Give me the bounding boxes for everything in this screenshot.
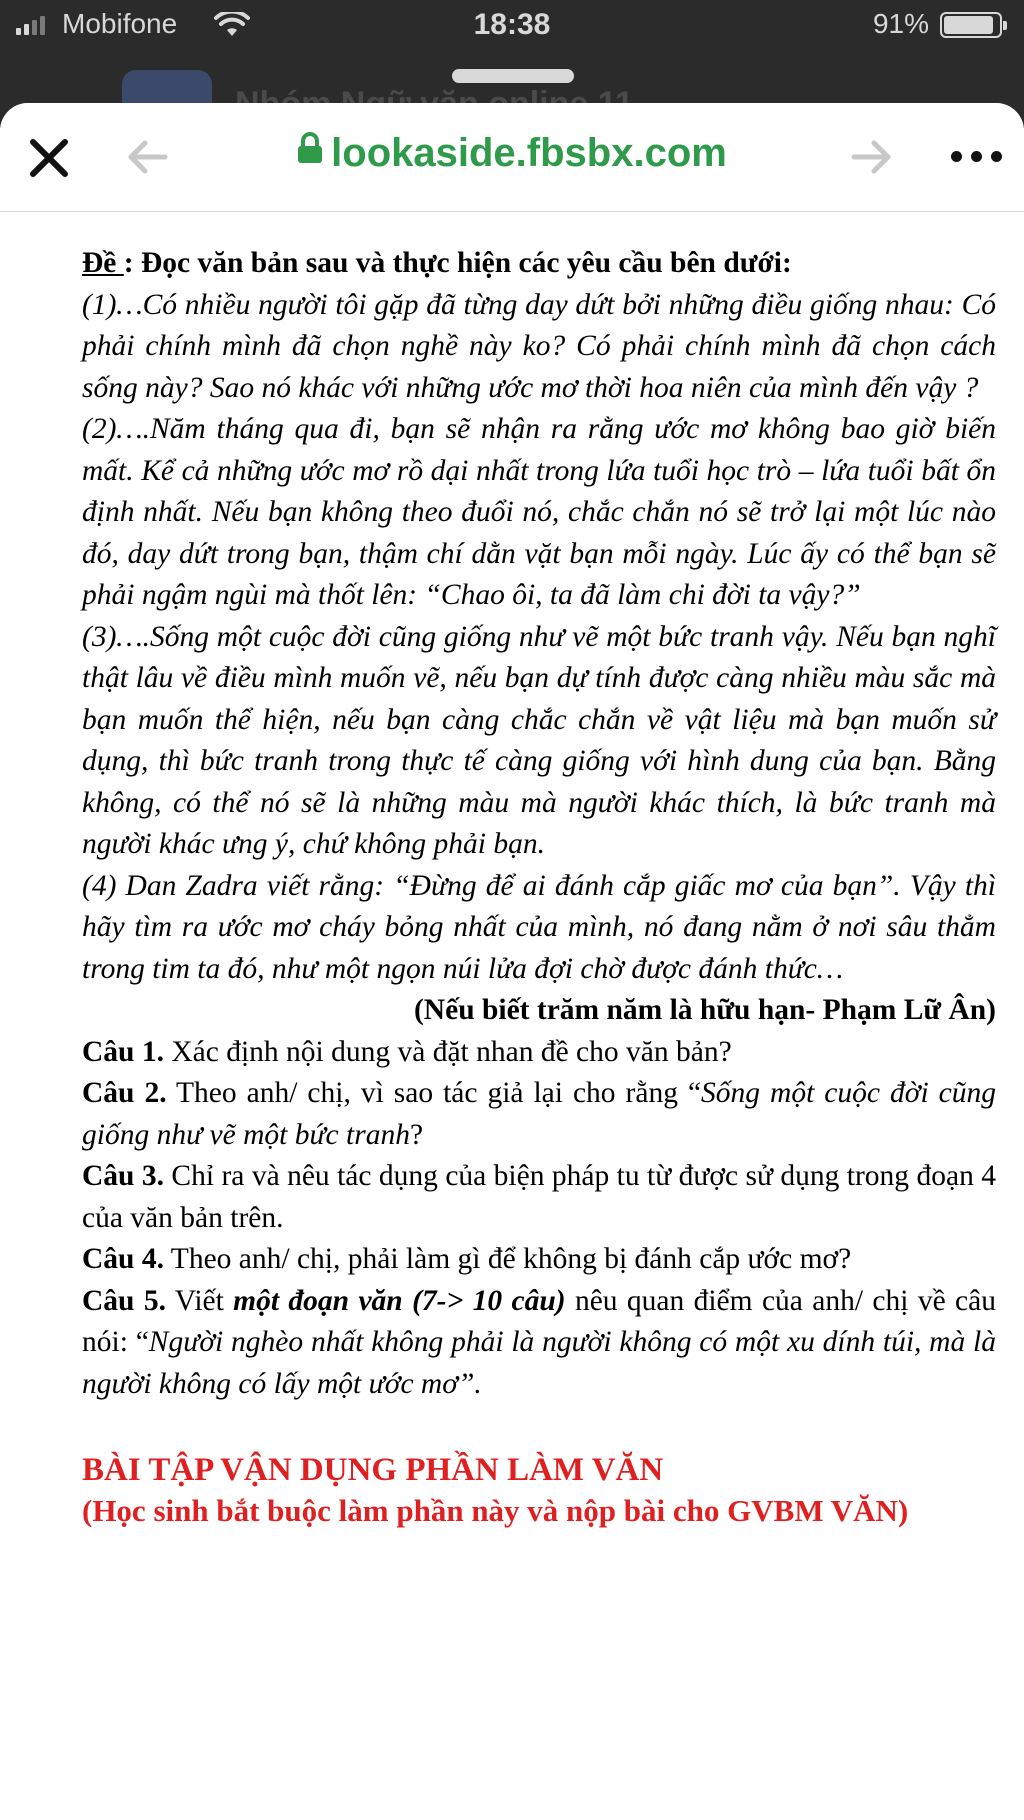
question-quote: Sống một cuộc đời cũng giống như vẽ một bức tranh: [82, 1077, 996, 1151]
question-text: Viết: [165, 1284, 234, 1317]
section-subtitle: (Học sinh bắt buộc làm phần này và nộp bài cho GVBM VĂN): [82, 1493, 909, 1528]
question-text-end: ”.: [457, 1367, 482, 1400]
browser-toolbar: [0, 103, 1024, 212]
passage-4: (4) Dan Zadra viết rằng: “Đừng để ai đánh cắp giấc mơ của bạn”. Vậy thì hãy tìm ra ước mơ cháy bỏng nhất của mình, nó đang nằm ở nơi sâu thẳm trong tim ta đó, như một ngọn núi lửa đợi chờ được đánh thức…: [82, 869, 996, 985]
carrier-name: Mobifone: [62, 8, 178, 39]
sheet-grabber[interactable]: [452, 69, 574, 83]
forward-arrow-icon[interactable]: [850, 139, 894, 180]
lock-icon: [297, 129, 323, 174]
question-3: [82, 1156, 996, 1239]
battery-percent: 91%: [872, 8, 929, 39]
question-text: Chỉ ra và nêu tác dụng của biện pháp tu từ được sử dụng trong đoạn 4 của văn bản trên.: [82, 1160, 996, 1234]
question-quote: Người nghèo nhất không phải là người không có một xu dính túi, mà là người không có lấy một ước mơ: [82, 1326, 996, 1400]
section-title: BÀI TẬP VẬN DỤNG PHẦN LÀM VĂN: [82, 1452, 664, 1488]
document-content: [82, 243, 996, 1531]
more-icon[interactable]: [951, 151, 1002, 162]
question-text: Theo anh/ chị, phải làm gì để không bị đánh cắp ước mơ?: [163, 1243, 852, 1275]
browser-sheet: [0, 103, 1024, 1820]
question-4: [82, 1239, 996, 1281]
status-bar: [0, 0, 1024, 50]
de-label: Đề: [82, 247, 124, 279]
battery-fill: [944, 16, 993, 34]
url-text: lookaside.fbsbx.com: [331, 131, 727, 175]
question-label: Câu 1.: [82, 1035, 164, 1068]
passage-1: (1)…Có nhiều người tôi gặp đã từng day dứt bởi những điều giống nhau: Có phải chính mình đã chọn nghề này ko? Có phải chính mình đã chọn cách sống này? Sao nó khác với những ước mơ thời hoa niên của mình đến vậy ?: [82, 288, 996, 404]
source-citation: (Nếu biết trăm năm là hữu hạn- Phạm Lữ Ân): [413, 994, 996, 1026]
clock: 18:38: [473, 8, 551, 41]
question-text-end: ?: [409, 1118, 424, 1151]
question-label: Câu 5.: [82, 1284, 166, 1317]
battery-icon: [940, 12, 1002, 38]
question-label: Câu 2.: [82, 1077, 167, 1109]
question-text: Xác định nội dung và đặt nhan đề cho văn bản?: [163, 1035, 732, 1068]
document-heading: [82, 243, 996, 285]
question-emphasis: một đoạn văn (7-> 10 câu): [233, 1284, 566, 1317]
question-text-middle: nêu quan điểm của anh/ chị về câu nói: “: [82, 1284, 996, 1358]
question-5: [82, 1281, 996, 1406]
passage-3: (3)….Sống một cuộc đời cũng giống như vẽ một bức tranh vậy. Nếu bạn nghĩ thật lâu về điều mình muốn vẽ, nếu bạn dự tính được càng nhiều màu sắc mà bạn muốn thể hiện, nếu bạn càng chắc chắn về vật liệu mà bạn muốn sử dụng, thì bức tranh trong thực tế càng giống với hình dung của bạn. Bằng không, có thể nó sẽ là những màu mà người khác thích, là bức tranh mà người khác ưng ý, chứ không phải bạn.: [82, 620, 996, 860]
heading-text: : Đọc văn bản sau và thực hiện các yêu cầu bên dưới:: [123, 247, 792, 279]
question-2: [82, 1073, 996, 1156]
question-label: Câu 3.: [82, 1160, 165, 1192]
passage-2: (2)….Năm tháng qua đi, bạn sẽ nhận ra rằng ước mơ không bao giờ biến mất. Kể cả những ước mơ rồ dại nhất trong lứa tuổi học trò – lứa tuổi bất ổn định nhất. Nếu bạn không theo đuổi nó, chắc chắn nó sẽ trở lại một lúc nào đó, day dứt trong bạn, thậm chí dằn vặt bạn mỗi ngày. Lúc ấy có thể bạn sẽ phải ngậm ngùi mà thốt lên: “Chao ôi, ta đã làm chi đời ta vậy?”: [82, 413, 996, 611]
question-text: Theo anh/ chị, vì sao tác giả lại cho rằng “: [166, 1077, 702, 1109]
question-label: Câu 4.: [82, 1243, 164, 1275]
question-1: [82, 1032, 996, 1074]
